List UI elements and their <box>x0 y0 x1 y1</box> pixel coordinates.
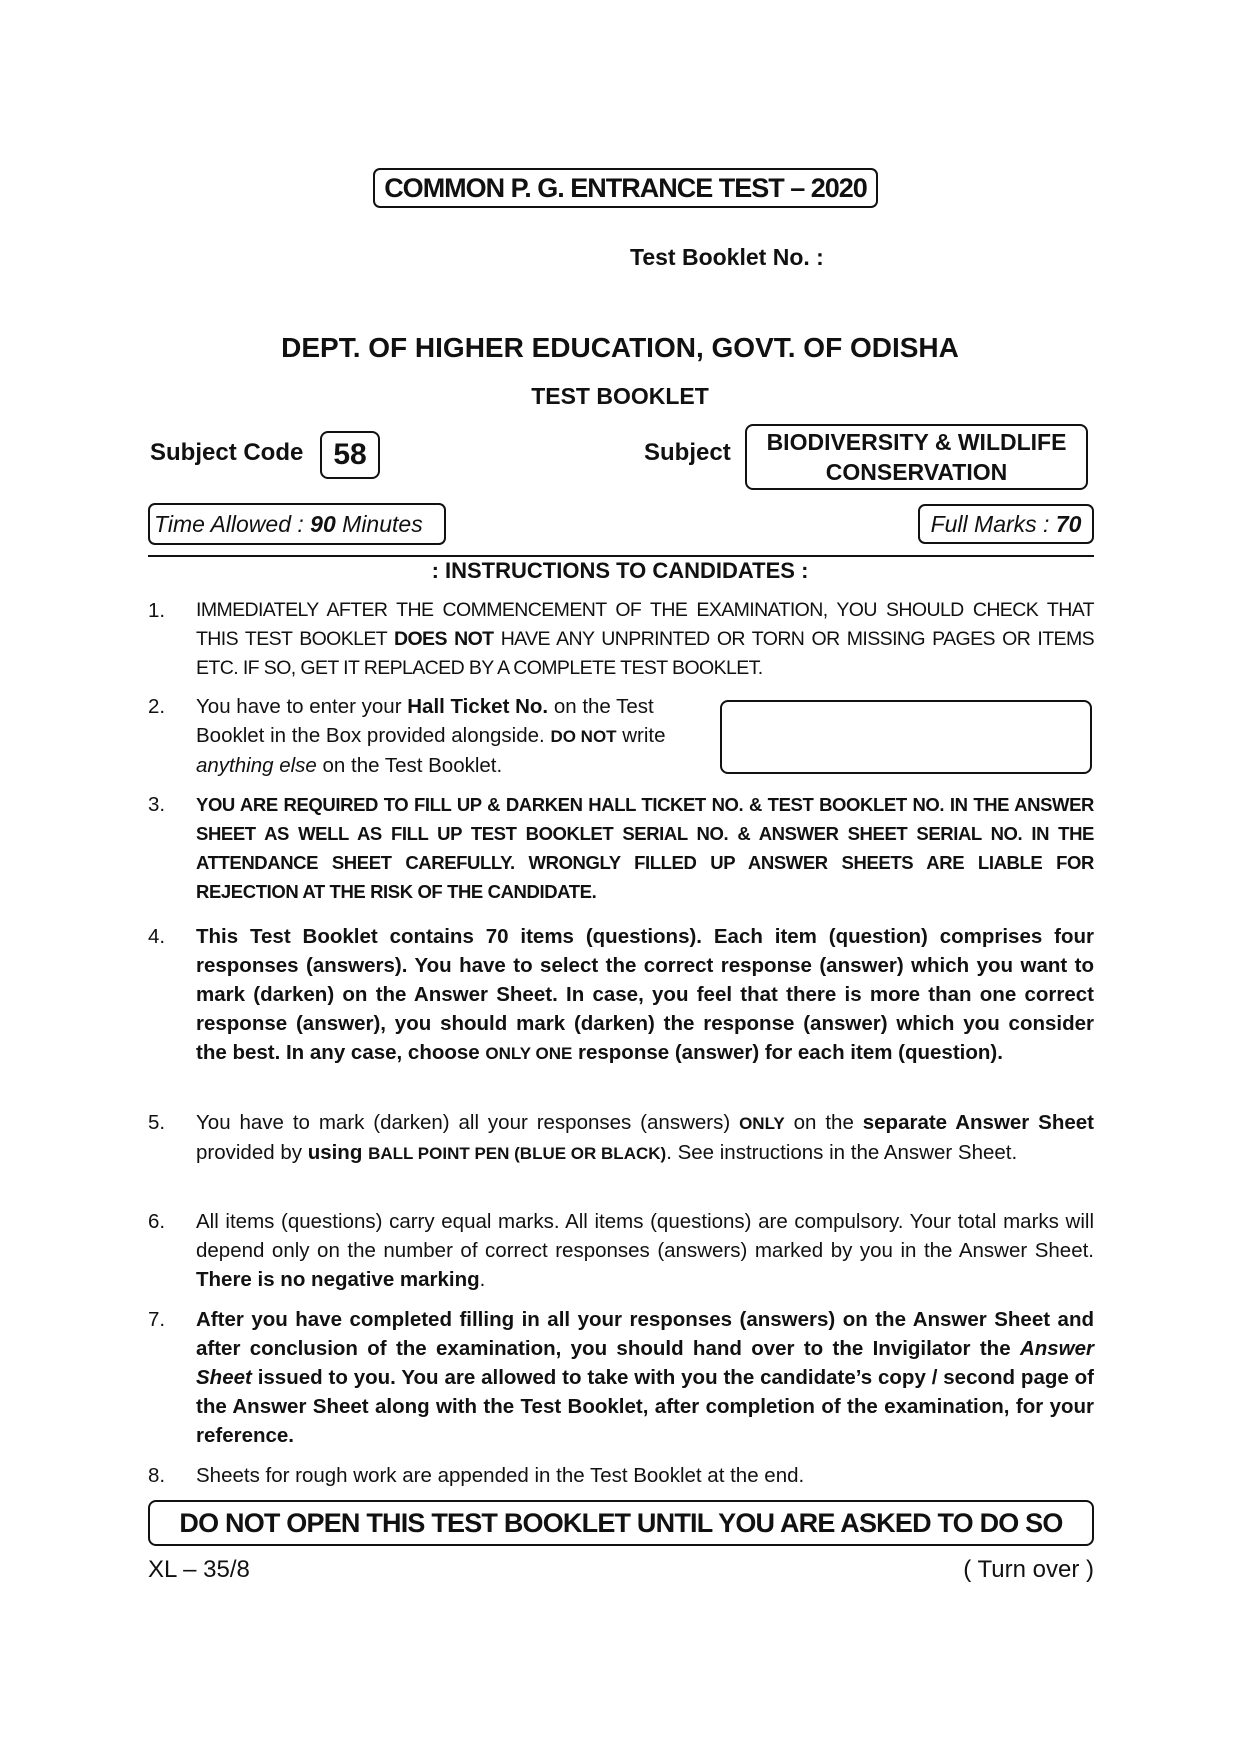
marks-prefix: Full Marks : <box>930 511 1056 537</box>
instruction-emphasis: ONLY ONE <box>485 1044 573 1063</box>
instruction-1 <box>148 596 1094 683</box>
instruction-emphasis: separate Answer Sheet <box>862 1111 1094 1134</box>
instruction-number: 6. <box>148 1210 166 1233</box>
instruction-7 <box>148 1305 1094 1450</box>
instruction-text: After you have completed filling in all your responses (answers) on the Answer Sheet and after conclusion of the examination, you should hand over to the Invigilator the <box>196 1308 1094 1360</box>
instruction-text: You have to mark (darken) all your responses (answers) <box>196 1111 740 1134</box>
instruction-italic: anything else <box>196 754 317 777</box>
divider <box>148 555 1094 557</box>
subject-name-box <box>745 424 1088 490</box>
instruction-text: response (answer) for each item (question). <box>572 1041 1003 1064</box>
subject-name-line1: BIODIVERSITY & WILDLIFE <box>766 429 1067 455</box>
instruction-text: Sheets for rough work are appended in the Test Booklet at the end. <box>196 1464 805 1487</box>
instruction-text: You have to enter your <box>196 695 408 718</box>
instruction-6 <box>148 1207 1094 1294</box>
instruction-8 <box>148 1461 1094 1490</box>
subject-code-box: 58 <box>320 431 380 479</box>
subject-code-label: Subject Code <box>150 439 304 466</box>
instruction-emphasis: Hall Ticket No. <box>407 695 549 718</box>
hall-ticket-input-box[interactable] <box>720 700 1092 774</box>
instruction-number: 1. <box>148 599 166 622</box>
instruction-text: This Test Booklet contains 70 items (questions). Each item (question) comprises four responses (answers). You have to select the correct response (answer) which you want to mark (darken) on the Answer Sheet. In case, you feel that there is more than one correct response (answer), you should mark (darken) the response (answer) which you consider the best. In any case, choose <box>196 925 1094 1064</box>
subject-label: Subject <box>644 439 731 466</box>
test-booklet-heading: TEST BOOKLET <box>531 383 709 409</box>
instruction-3 <box>148 790 1094 906</box>
instruction-number: 2. <box>148 695 166 718</box>
instruction-text: on the Test Booklet. <box>316 754 503 777</box>
instruction-emphasis: There is no negative marking <box>196 1268 480 1291</box>
instruction-text: on the Test Booklet in the Box provided alongside. <box>196 695 654 747</box>
full-marks-box <box>918 504 1094 544</box>
test-booklet-no-label: Test Booklet No. : <box>630 244 824 270</box>
instruction-italic: Answer Sheet <box>196 1337 1094 1389</box>
instruction-number: 4. <box>148 925 166 948</box>
instruction-5 <box>148 1108 1094 1168</box>
instruction-text: YOU ARE REQUIRED TO FILL UP & DARKEN HALL TICKET NO. & TEST BOOKLET NO. IN THE ANSWER SHEET AS WELL AS FILL UP TEST BOOKLET SERIAL NO. & ANSWER SHEET SERIAL NO. IN THE ATTENDANCE SHEET CAREFULLY. WRONGLY FILLED UP ANSWER SHEETS ARE LIABLE FOR REJECTION AT THE RISK OF THE CANDIDATE. <box>196 794 1094 902</box>
instruction-text: IMMEDIATELY AFTER THE COMMENCEMENT OF THE EXAMINATION, YOU SHOULD CHECK THAT THIS TEST BOOKLET <box>196 599 1094 650</box>
time-value: 90 <box>310 511 336 537</box>
instruction-text: issued to you. You are allowed to take with you the candidate’s copy / second page of the Answer Sheet along with the Test Booklet, after completion of the examination, for your reference. <box>196 1366 1094 1447</box>
turn-over-label: ( Turn over ) <box>963 1556 1094 1583</box>
exam-title: COMMON P. G. ENTRANCE TEST – 2020 <box>373 168 878 208</box>
instruction-text: provided by <box>196 1141 308 1164</box>
instruction-emphasis: using <box>307 1141 363 1164</box>
instruction-number: 7. <box>148 1308 166 1331</box>
booklet-code: XL – 35/8 <box>148 1556 250 1583</box>
instruction-emphasis: DO NOT <box>550 727 617 746</box>
time-allowed-box <box>148 503 446 545</box>
do-not-open-notice: DO NOT OPEN THIS TEST BOOKLET UNTIL YOU ARE ASKED TO DO SO <box>148 1500 1094 1546</box>
instructions-heading: : INSTRUCTIONS TO CANDIDATES : <box>431 558 809 583</box>
instruction-number: 8. <box>148 1464 166 1487</box>
time-prefix: Time Allowed : <box>154 511 311 537</box>
department-heading: DEPT. OF HIGHER EDUCATION, GOVT. OF ODISHA <box>281 332 959 363</box>
instruction-number: 5. <box>148 1111 166 1134</box>
instruction-emphasis: BALL POINT PEN (BLUE OR BLACK) <box>368 1144 667 1163</box>
instruction-text: . <box>479 1268 486 1291</box>
instruction-number: 3. <box>148 793 166 816</box>
time-suffix: Minutes <box>335 511 423 537</box>
instruction-text: . See instructions in the Answer Sheet. <box>666 1141 1018 1164</box>
marks-value: 70 <box>1055 511 1082 537</box>
instruction-text: on the <box>784 1111 863 1134</box>
instruction-4 <box>148 922 1094 1068</box>
instruction-emphasis: ONLY <box>739 1114 785 1133</box>
instruction-2 <box>148 692 718 780</box>
instruction-text: write <box>616 724 666 747</box>
instruction-text: HAVE ANY UNPRINTED OR TORN OR MISSING PAGES OR ITEMS ETC. IF SO, GET IT REPLACED BY A COMPLETE TEST BOOKLET. <box>196 628 1095 679</box>
instruction-emphasis: DOES NOT <box>394 628 494 650</box>
instruction-text: All items (questions) carry equal marks. All items (questions) are compulsory. Your total marks will depend only on the number of correct responses (answers) marked by you in the Answer Sheet. <box>196 1210 1094 1262</box>
subject-name-line2: CONSERVATION <box>825 459 1008 485</box>
